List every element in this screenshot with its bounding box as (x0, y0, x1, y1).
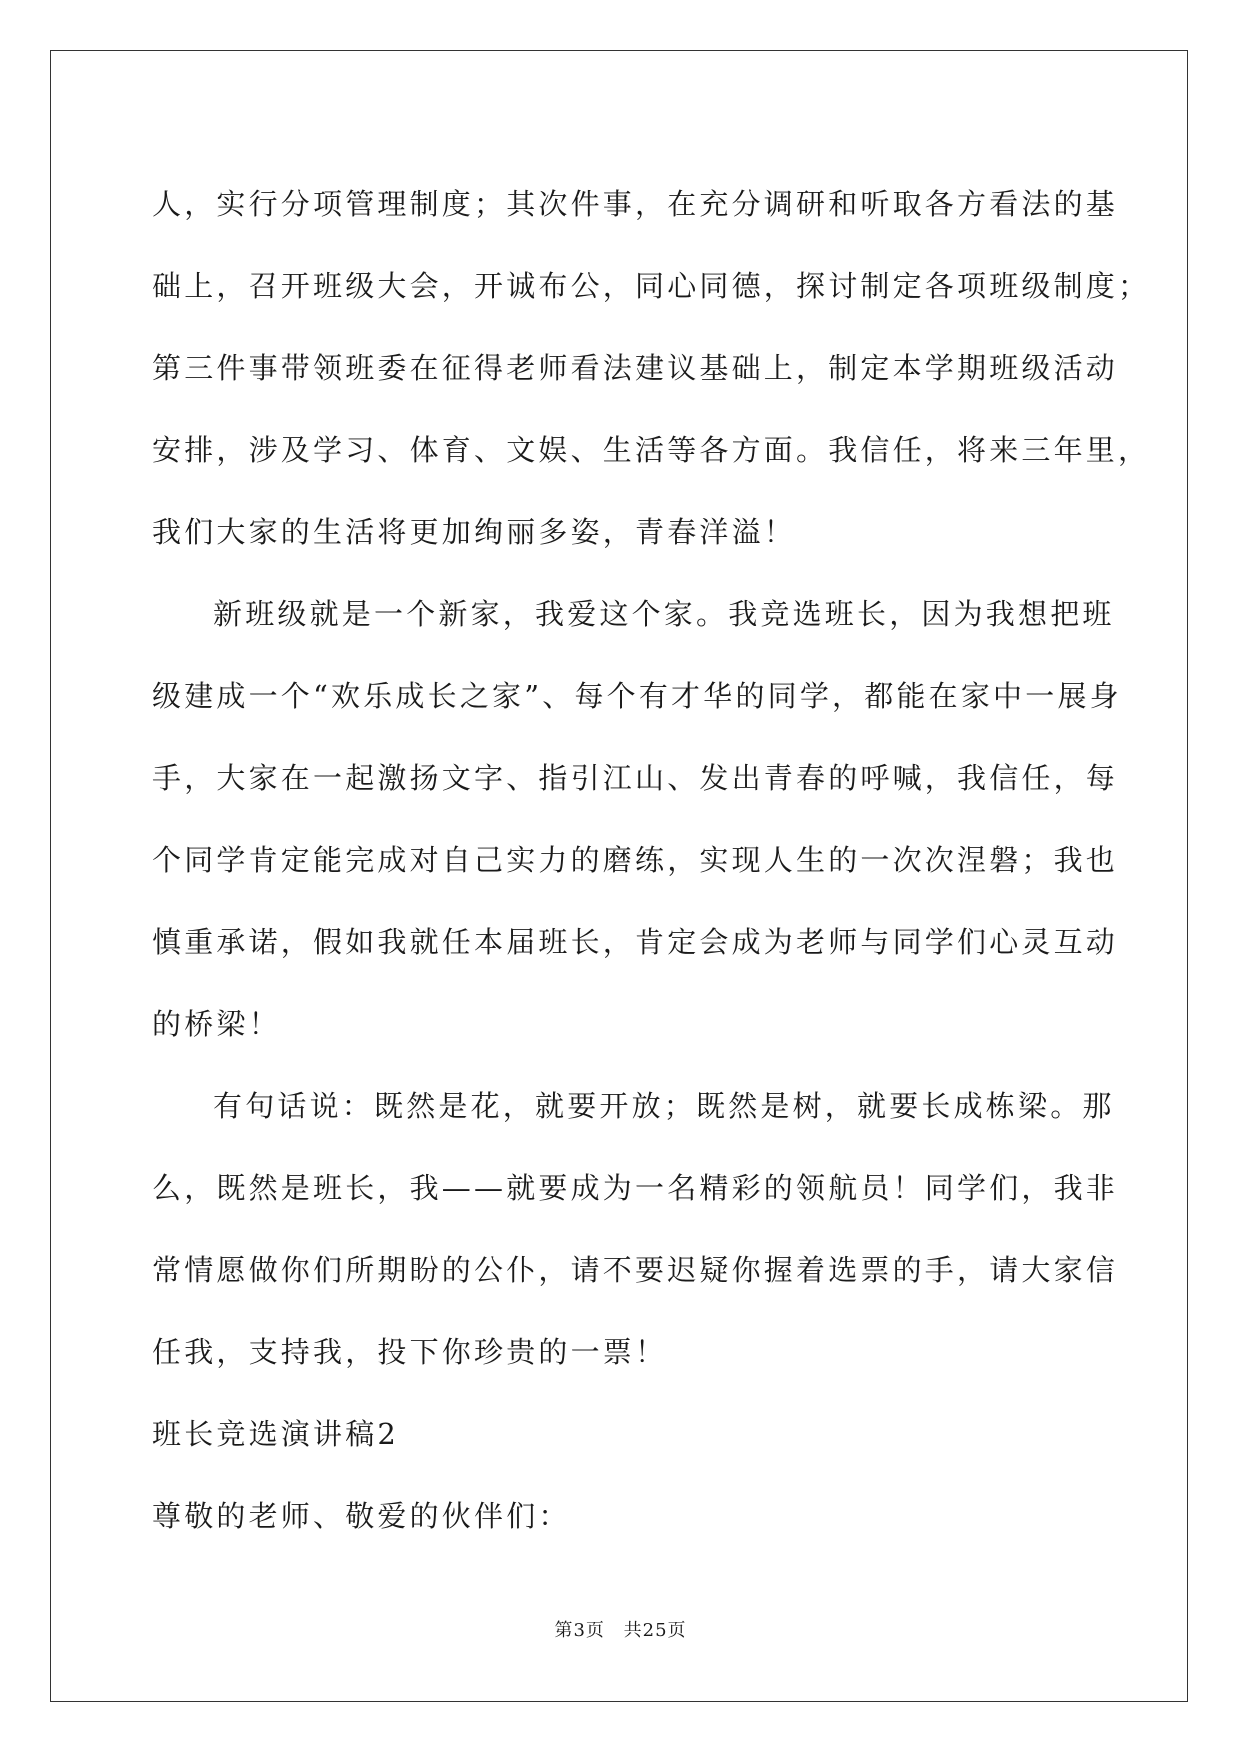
text-line: 任我，支持我，投下你珍贵的一票！ (152, 1335, 668, 1369)
section-heading: 班长竞选演讲稿2 (152, 1417, 400, 1451)
text-line: 级建成一个“欢乐成长之家”、每个有才华的同学，都能在家中一展身 (152, 679, 1122, 713)
text-line: 我们大家的生活将更加绚丽多姿，青春洋溢！ (152, 515, 797, 549)
text-line: 安排，涉及学习、体育、文娱、生活等各方面。我信任，将来三年里， (152, 433, 1151, 467)
text-line: 础上，召开班级大会，开诚布公，同心同德，探讨制定各项班级制度； (152, 269, 1151, 303)
text-line: 慎重承诺，假如我就任本届班长，肯定会成为老师与同学们心灵互动 (152, 925, 1119, 959)
text-line: 有句话说：既然是花，就要开放；既然是树，就要长成栋梁。那 (213, 1089, 1115, 1123)
page-total: 共25页 (623, 1620, 687, 1641)
document-body (152, 163, 1151, 1557)
text-line: 的桥梁！ (152, 1007, 281, 1041)
text-line: 人，实行分项管理制度；其次件事，在充分调研和听取各方看法的基 (152, 187, 1119, 221)
text-line: 个同学肯定能完成对自己实力的磨练，实现人生的一次次涅磐；我也 (152, 843, 1119, 877)
text-line: 常情愿做你们所期盼的公仆，请不要迟疑你握着选票的手，请大家信 (152, 1253, 1119, 1287)
text-line: 第三件事带领班委在征得老师看法建议基础上，制定本学期班级活动 (152, 351, 1119, 385)
text-line: 新班级就是一个新家，我爱这个家。我竞选班长，因为我想把班 (213, 597, 1115, 631)
page-footer (0, 1616, 1241, 1642)
text-line: 么，既然是班长，我——就要成为一名精彩的领航员！同学们，我非 (152, 1171, 1119, 1205)
page-number: 第3页 (554, 1620, 605, 1641)
text-line: 手，大家在一起激扬文字、指引江山、发出青春的呼喊，我信任，每 (152, 761, 1119, 795)
salutation: 尊敬的老师、敬爱的伙伴们： (152, 1499, 571, 1533)
